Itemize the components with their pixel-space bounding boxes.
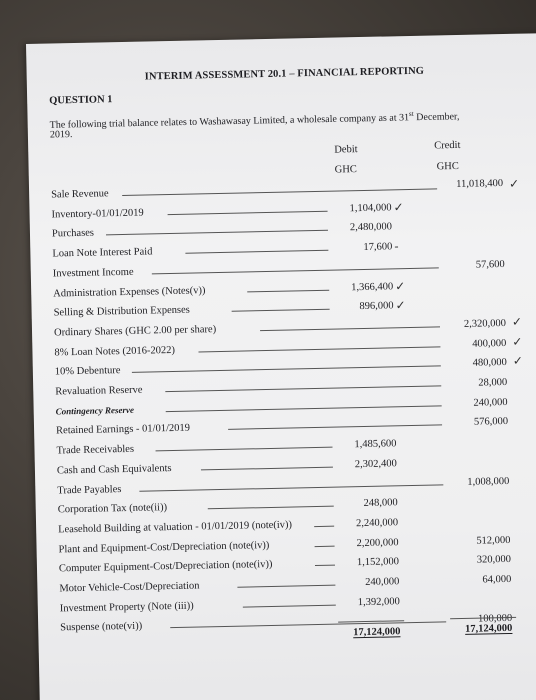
- leader-line: [260, 326, 440, 331]
- leader-line: [237, 585, 335, 588]
- credit-value: 576,000: [473, 416, 509, 429]
- leader-line: [198, 346, 440, 352]
- check-mark-icon: ✓: [393, 199, 404, 215]
- credit-total: 17,124,000: [464, 622, 513, 635]
- page-title: INTERIM ASSESSMENT 20.1 – FINANCIAL REPORTING: [144, 65, 425, 83]
- check-mark-icon: ✓: [512, 334, 523, 349]
- leader-line: [140, 484, 444, 491]
- credit-value: 320,000: [476, 554, 512, 566]
- credit-value: 400,000: [472, 337, 507, 350]
- check-mark-icon: ✓: [395, 298, 406, 313]
- debit-value: 2,240,000: [356, 517, 399, 530]
- debit-value: 896,000: [359, 300, 394, 313]
- row-label: Sale Revenue: [51, 188, 109, 201]
- question-heading: QUESTION 1: [49, 94, 113, 107]
- row-label: Contingency Reserve: [55, 404, 135, 417]
- row-label: Inventory-01/01/2019: [51, 207, 144, 221]
- row-label: 10% Debenture: [54, 365, 121, 378]
- debit-value: 17,600: [363, 241, 393, 254]
- debit-value: 2,480,000: [349, 221, 393, 234]
- row-label: Corporation Tax (note(ii)): [57, 502, 168, 516]
- check-mark-icon: ✓: [394, 278, 406, 293]
- debit-value: 1,485,600: [354, 438, 397, 451]
- dash-mark: -: [394, 239, 399, 254]
- credit-header: Credit: [434, 139, 461, 152]
- leader-line: [248, 289, 330, 292]
- row-label: Administration Expenses (Notes(v)): [53, 284, 206, 299]
- row-label: Revaluation Reserve: [55, 384, 143, 398]
- leader-line: [166, 405, 442, 412]
- credit-value: 2,320,000: [463, 317, 507, 330]
- row-label: Investment Income: [52, 266, 134, 280]
- credit-value: 480,000: [472, 357, 507, 370]
- leader-line: [243, 604, 336, 607]
- intro-text: The following trial balance relates to Washawasay Limited, a wholesale company as at 31: [49, 112, 410, 131]
- debit-value: 1,104,000: [349, 202, 392, 214]
- leader-line: [171, 622, 447, 629]
- credit-value: 100,000: [477, 613, 513, 626]
- row-label: Selling & Distribution Expenses: [53, 304, 190, 319]
- row-label: Suspense (note(vi)): [60, 621, 143, 634]
- intro-text-line1: [50, 109, 460, 131]
- leader-line: [152, 267, 439, 274]
- row-label: Leasehold Building at valuation - 01/01/2019 (note(iv)): [58, 519, 293, 536]
- debit-value: 1,152,000: [356, 556, 400, 569]
- credit-value: 512,000: [476, 534, 511, 547]
- leader-line: [228, 425, 442, 430]
- debit-value: 2,302,400: [354, 458, 397, 471]
- debit-currency: GHC: [334, 164, 357, 176]
- row-label: Plant and Equipment-Cost/Depreciation (note(iv)): [58, 539, 270, 556]
- debit-value: 2,200,000: [356, 536, 399, 549]
- check-mark-icon: ✓: [512, 353, 523, 369]
- row-label: Investment Property (Note (iii)): [59, 600, 194, 615]
- row-label: Motor Vehicle-Cost/Depreciation: [59, 580, 200, 595]
- debit-value: 1,392,000: [357, 595, 400, 608]
- credit-value: 57,600: [475, 258, 505, 271]
- debit-value: 1,366,400: [351, 280, 394, 293]
- debit-value: 240,000: [365, 576, 400, 589]
- check-mark-icon: ✓: [511, 314, 523, 329]
- credit-value: 28,000: [478, 376, 508, 389]
- leader-line: [185, 250, 328, 254]
- credit-value: 1,008,000: [467, 475, 510, 488]
- row-label: Cash and Cash Equivalents: [56, 462, 172, 477]
- intro-superscript: st: [408, 109, 414, 118]
- exam-sheet: [26, 33, 536, 700]
- row-label: Trade Receivables: [56, 443, 135, 457]
- debit-total: 17,124,000: [353, 626, 401, 639]
- leader-line: [156, 447, 333, 452]
- row-label: Retained Earnings - 01/01/2019: [56, 423, 191, 437]
- leader-line: [122, 188, 437, 196]
- row-label: 8% Loan Notes (2016-2022): [54, 344, 175, 359]
- debit-value: 248,000: [363, 497, 398, 510]
- check-mark-icon: ✓: [508, 176, 520, 191]
- leader-line: [106, 230, 328, 236]
- credit-value: 64,000: [482, 573, 512, 586]
- debit-header: Debit: [334, 144, 358, 156]
- leader-line: [168, 210, 328, 214]
- leader-line: [166, 385, 442, 392]
- credit-currency: GHC: [436, 160, 459, 173]
- leader-line: [207, 506, 333, 510]
- intro-text-end: December,: [413, 111, 460, 124]
- credit-value: 240,000: [473, 396, 508, 409]
- intro-text-line2: 2019.: [49, 129, 73, 141]
- row-label: Loan Note Interest Paid: [52, 246, 153, 260]
- row-label: Ordinary Shares (GHC 2.00 per share): [53, 323, 217, 339]
- row-label: Trade Payables: [57, 483, 122, 496]
- row-label: Purchases: [51, 228, 95, 240]
- row-label: Computer Equipment-Cost/Depreciation (note(iv)): [58, 559, 273, 575]
- leader-line: [132, 366, 441, 373]
- leader-line: [231, 309, 329, 312]
- credit-value: 11,018,400: [456, 178, 504, 191]
- leader-line: [201, 466, 333, 470]
